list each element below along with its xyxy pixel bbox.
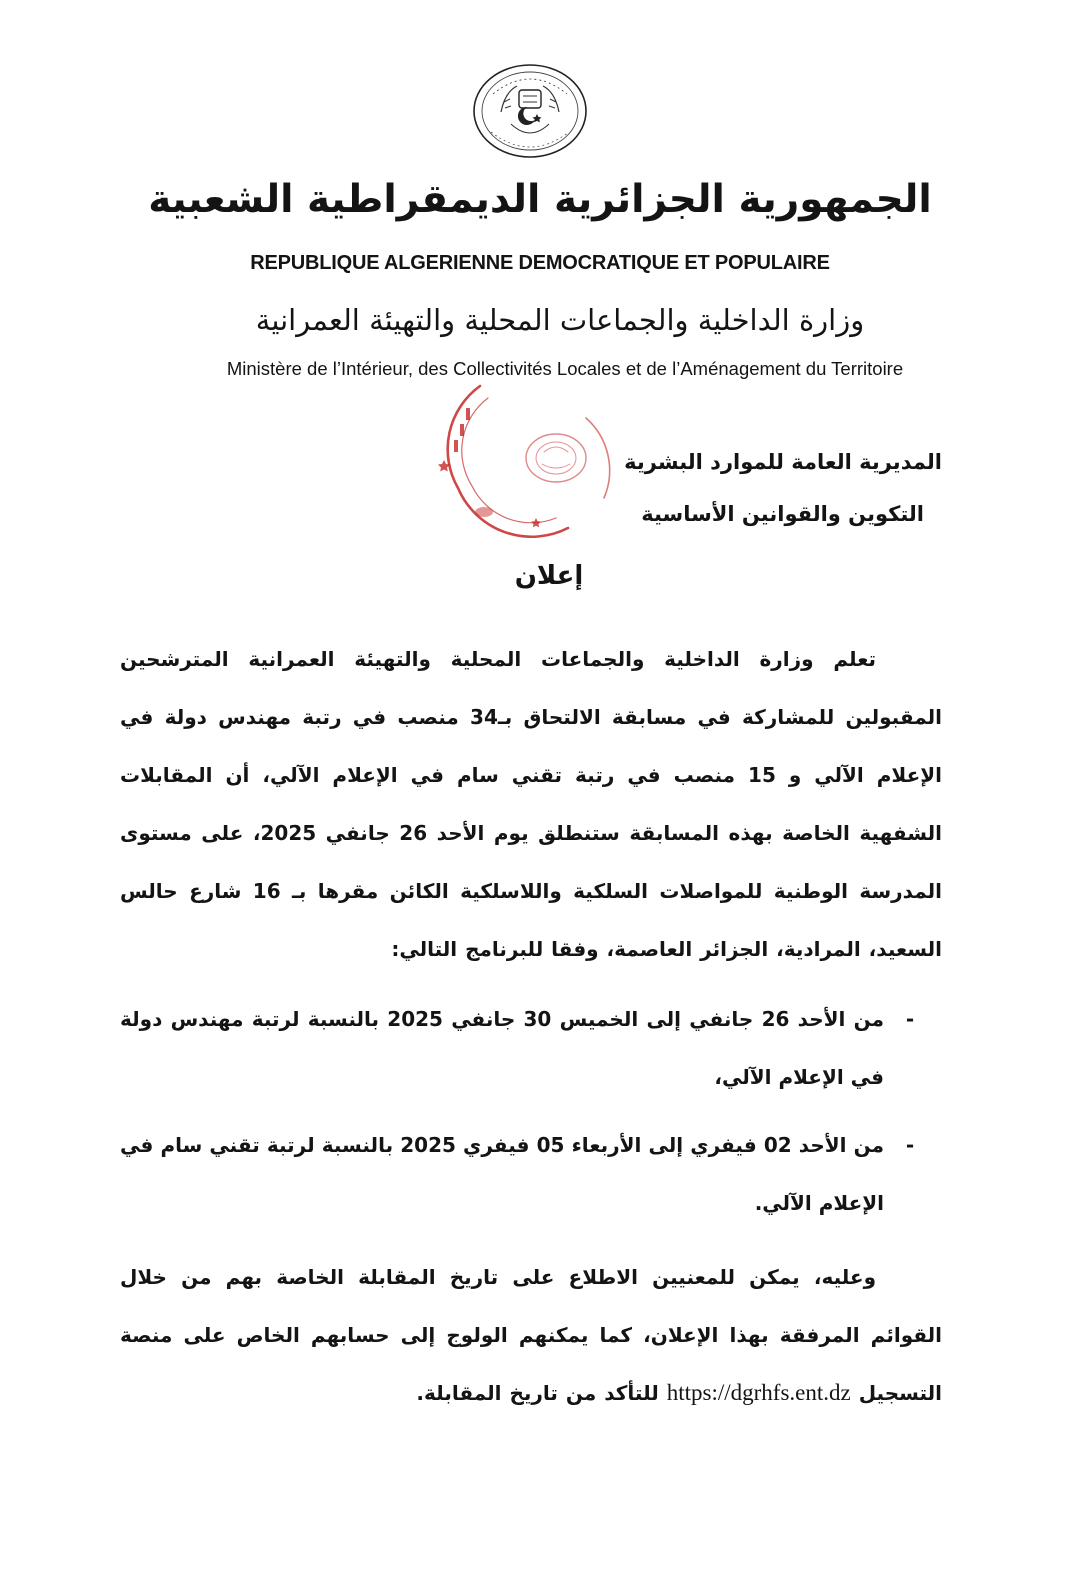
closing-text-part1: وعليه، يمكن للمعنيين الاطلاع على تاريخ المقابلة الخاصة بهم من خلال القوائم المرفقة بهذا الإعلان، كما يمكنهم الولوج إلى حسابهم الخاص على منصة التسجيل — [120, 1265, 942, 1405]
bullet-marker: - — [905, 1007, 915, 1031]
ministry-name-french: Ministère de l’Intérieur, des Collectivités Locales et de l’Aménagement du Territoire — [226, 358, 904, 379]
schedule-item-text: من الأحد 02 فيفري إلى الأربعاء 05 فيفري 2025 بالنسبة لرتبة تقني سام في الإعلام الآلي. — [120, 1133, 885, 1215]
republic-title-arabic: الجمهورية الجزائرية الديمقراطية الشعبية — [148, 177, 932, 222]
schedule-item — [120, 990, 942, 1106]
closing-paragraph — [120, 1248, 942, 1422]
announcement-title: إعلان — [514, 561, 584, 591]
algeria-coat-of-arms-icon — [471, 62, 589, 160]
ministry-stamp-icon — [418, 378, 628, 538]
directorate-name-line1: المديرية العامة للموارد البشرية — [624, 450, 942, 474]
announcement-intro-paragraph: تعلم وزارة الداخلية والجماعات المحلية والتهيئة العمرانية المترشحين المقبولين للمشاركة في مسابقة الالتحاق بـ34 منصب في رتبة مهندس دولة في الإعلام الآلي و 15 منصب في رتبة تقني سام في الإعلام الآلي، أن المقابلات الشفهية الخاصة بهذه المسابقة ستنطلق يوم الأحد 26 جانفي 2025، على مستوى المدرسة الوطنية للمواصلات السلكية واللاسلكية الكائن مقرها بـ 16 شارع حالس السعيد، المرادية، الجزائر العاصمة، وفقا للبرنامج التالي: — [120, 647, 943, 961]
republic-title-french: REPUBLIQUE ALGERIENNE DEMOCRATIQUE ET POPULAIRE — [250, 252, 830, 274]
schedule-item — [120, 1116, 942, 1232]
schedule-item-text: من الأحد 26 جانفي إلى الخميس 30 جانفي 2025 بالنسبة لرتبة مهندس دولة في الإعلام الآلي، — [120, 1007, 884, 1089]
bullet-marker: - — [905, 1133, 915, 1157]
directorate-name-line2: التكوين والقوانين الأساسية — [641, 502, 924, 526]
ministry-name-arabic: وزارة الداخلية والجماعات المحلية والتهيئة العمرانية — [255, 303, 865, 337]
closing-text-part2: للتأكد من تاريخ المقابلة. — [416, 1381, 659, 1405]
registration-platform-link[interactable]: https://dgrhfs.ent.dz — [666, 1380, 851, 1405]
